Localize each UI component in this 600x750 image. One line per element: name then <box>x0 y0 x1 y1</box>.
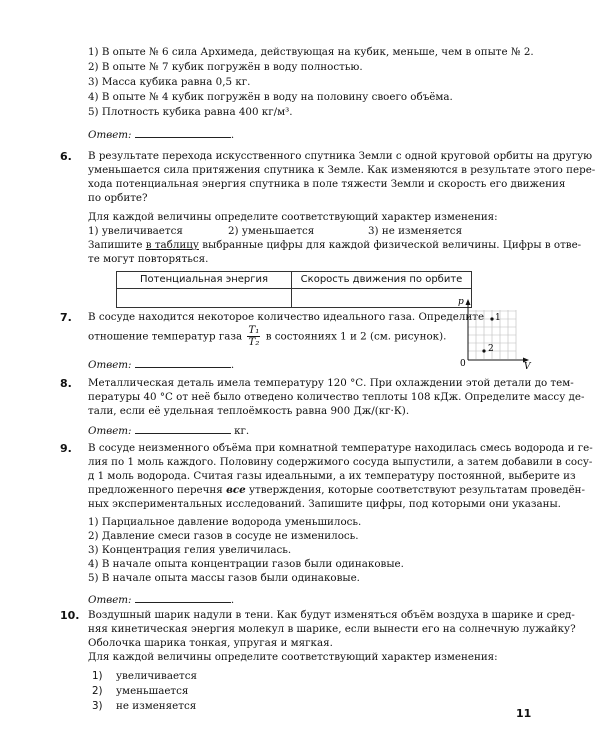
q7-temperature-ratio: $\frac{\text{T₁}}{\text{T₂}}$ <box>248 324 260 348</box>
q7-point2-label: 2 <box>488 344 494 354</box>
q6-text-line: хода потенциальная энергия спутника в поле тяжести Земли и скорость его движения <box>88 178 566 190</box>
q9-option-2: 2) Давление смеси газов в сосуде не изменилось. <box>88 530 359 542</box>
q10-choice-3: 3) не изменяется <box>92 700 197 712</box>
q9-text-line-4: предложенного перечня все утверждения, которые соответствуют результатам проведён- <box>88 484 586 496</box>
q9-answer-field[interactable] <box>135 593 231 603</box>
q7-text-line-2: отношение температур газа $\frac{\text{T₁}}{\text{T₂}}$ в состояниях 1 и 2 (см. рисунок). <box>88 324 447 348</box>
q9-option-1: 1) Парциальное давление водорода уменьшилось. <box>88 516 362 528</box>
q6-answer-table <box>116 271 472 308</box>
q10-text-line: Воздушный шарик надули в тени. Как будут изменяться объём воздуха в шарике и сред- <box>88 609 575 621</box>
q7-v-label: V <box>524 362 531 370</box>
q6-table-header-speed: Скорость движения по орбите <box>292 272 472 289</box>
q6-table-cell-speed[interactable] <box>292 289 472 308</box>
q9-text-line: ных экспериментальных исследований. Запишите цифры, под которыми они указаны. <box>88 498 561 510</box>
q8-text-line: тали, если её удельная теплоёмкость равна 900 Дж/(кг·К). <box>88 405 410 417</box>
q5-option-1: 1) В опыте № 6 сила Архимеда, действующая на кубик, меньше, чем в опыте № 2. <box>88 46 534 58</box>
q5-option-3: 3) Масса кубика равна 0,5 кг. <box>88 76 251 88</box>
q6-table-header-energy: Потенциальная энергия <box>117 272 292 289</box>
q6-text-line: по орбите? <box>88 192 148 204</box>
q5-answer-label: Ответ: <box>88 129 132 141</box>
q7-state-point-2 <box>482 349 485 352</box>
q7-pv-diagram <box>452 296 532 370</box>
q6-choice-3: 3) не изменяется <box>368 225 463 237</box>
q6-write-instruction-2: те могут повторяться. <box>88 253 209 265</box>
q5-answer: Ответ: . <box>88 129 235 141</box>
q9-number: 9. <box>60 442 72 455</box>
q6-text-line: уменьшается сила притяжения спутника к Земле. Как изменяются в результате этого пере- <box>88 164 596 176</box>
q8-text-line: пературы 40 °С от неё было отведено количество теплоты 108 кДж. Определите массу де- <box>88 391 585 403</box>
q8-text-line: Металлическая деталь имела температуру 120 °С. При охлаждении этой детали до тем- <box>88 377 574 389</box>
q7-number: 7. <box>60 311 72 324</box>
q7-answer-field[interactable] <box>135 358 231 368</box>
q6-text-line: В результате перехода искусственного спутника Земли с одной круговой орбиты на другую <box>88 150 593 162</box>
q5-option-4: 4) В опыте № 4 кубик погружён в воду на половину своего объёма. <box>88 91 453 103</box>
q7-p-label: p <box>458 297 464 307</box>
q6-choice-1: 1) увеличивается <box>88 225 183 237</box>
q6-instruction: Для каждой величины определите соответствующий характер изменения: <box>88 211 498 223</box>
q9-option-3: 3) Концентрация гелия увеличилась. <box>88 544 292 556</box>
q10-text-line: Для каждой величины определите соответствующий характер изменения: <box>88 651 498 663</box>
q9-text-line: лия по 1 моль каждого. Половину содержимого сосуда выпустили, а затем добавили в сосу- <box>88 456 593 468</box>
q9-answer: Ответ: . <box>88 594 235 606</box>
q9-text-line: В сосуде неизменного объёма при комнатной температуре находилась смесь водорода и ге- <box>88 442 593 454</box>
q7-point1-label: 1 <box>495 313 501 323</box>
q10-text-line: няя кинетическая энергия молекул в шарике, если вынести его на солнечную лужайку? <box>88 623 576 635</box>
q6-choice-2: 2) уменьшается <box>228 225 315 237</box>
q10-number: 10. <box>60 609 80 622</box>
q9-option-5: 5) В начале опыта массы газов были одинаковые. <box>88 572 360 584</box>
q6-number: 6. <box>60 150 72 163</box>
q5-option-5: 5) Плотность кубика равна 400 кг/м³. <box>88 106 293 118</box>
q6-table-cell-energy[interactable] <box>117 289 292 308</box>
q6-write-instruction: Запишите в таблицу выбранные цифры для каждой физической величины. Цифры в отве- <box>88 239 582 251</box>
q10-text-line: Оболочка шарика тонкая, упругая и мягкая. <box>88 637 333 649</box>
q5-answer-field[interactable] <box>135 128 231 138</box>
q10-choice-1: 1) увеличивается <box>92 670 198 682</box>
q9-option-4: 4) В начале опыта концентрации газов были одинаковые. <box>88 558 404 570</box>
q7-origin-label: 0 <box>460 359 466 369</box>
q8-answer: Ответ: кг. <box>88 425 250 437</box>
page-number: 11 <box>516 707 532 720</box>
q7-text-line: В сосуде находится некоторое количество идеального газа. Определите <box>88 311 485 323</box>
q5-option-2: 2) В опыте № 7 кубик погружён в воду полностью. <box>88 61 363 73</box>
q8-number: 8. <box>60 377 72 390</box>
q8-unit: кг. <box>234 425 250 437</box>
q7-answer: Ответ: . <box>88 359 235 371</box>
q7-state-point-1 <box>490 317 493 320</box>
q6-table-link: в таблицу <box>145 239 199 251</box>
q8-answer-field[interactable] <box>135 424 231 434</box>
q9-text-line: д 1 моль водорода. Считая газы идеальными, а их температуру постоянной, выберите из <box>88 470 576 482</box>
q10-choice-2: 2) уменьшается <box>92 685 189 697</box>
